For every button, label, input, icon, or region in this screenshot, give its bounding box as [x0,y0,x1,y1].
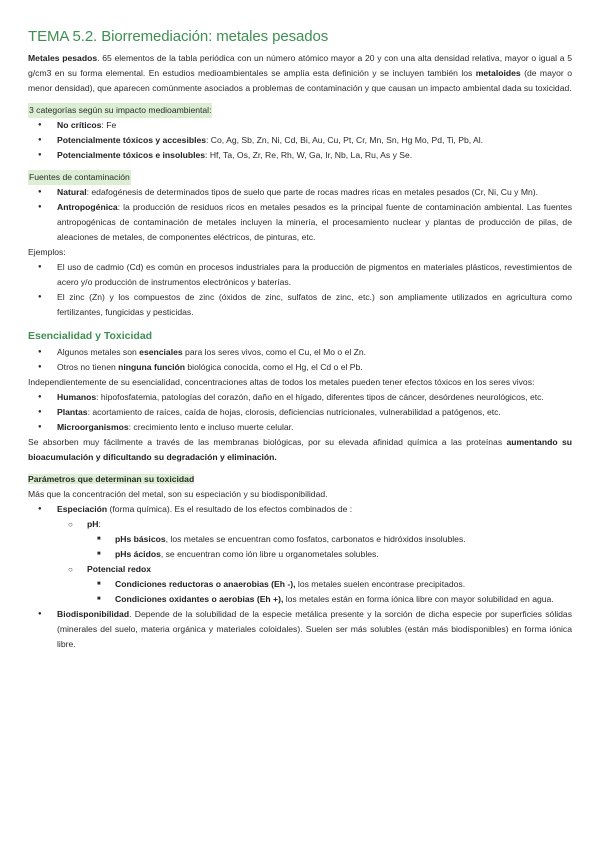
list-item: ■ Condiciones reductoras o anaerobias (Eh -), los metales suelen encontrase precipitados. [115,577,572,592]
list-item: ● Especiación (forma química). Es el resultado de los efectos combinados de : ○ pH: ■ pHs básicos, los metales se encuentran como fosfatos, carbonatos e hidróxidos insolubles. ■ pHs ácidos, se encuentran como ión libre u organometales solubles. ○ Potencial redox ■ Condiciones reductoras o anaerobias (Eh -), los metales suelen encontrase precipitados. ■ Condiciones oxidantes o aerobias (Eh +), los metales están en forma iónica libre con mayor solubilidad en agua. [57,502,572,607]
essentiality-list [28,345,572,375]
list-item: ● Plantas: acortamiento de raíces, caída de hojas, clorosis, deficiencias nutricionales, vulnerabilidad a patógenos, etc. [57,405,572,420]
list-item: ● El zinc (Zn) y los compuestos de zinc (óxidos de zinc, sulfatos de zinc, etc.) son ampliamente utilizados en agricultura como fertilizantes, fungicidas y pesticidas. [57,290,572,320]
list-item: ● Potencialmente tóxicos e insolubles: Hf, Ta, Os, Zr, Re, Rh, W, Ga, Ir, Nb, La, Ru, As y Se. [57,148,572,163]
speciation-sublist [57,517,572,607]
list-item: ■ Condiciones oxidantes o aerobias (Eh +), los metales están en forma iónica libre con mayor solubilidad en agua. [115,592,572,607]
params-title: Parámetros que determinan su toxicidad [28,474,195,484]
sources-list [28,185,572,245]
list-item: ■ pHs básicos, los metales se encuentran como fosfatos, carbonatos e hidróxidos insolubles. [115,532,572,547]
list-item: ● El uso de cadmio (Cd) es común en procesos industriales para la producción de pigmentos en materiales plásticos, revestimientos de acero y/o producción de instrumentos electrónicos y baterías. [57,260,572,290]
redox-sublist [87,577,572,607]
intro-paragraph: Metales pesados. 65 elementos de la tabla periódica con un número atómico mayor a 20 y con una alta densidad relativa, mayor o igual a 5 g/cm3 en su forma elemental. En estudios medioambientales se amplía esta definición y se incluyen también los metaloides (de mayor o menor densidad), que aparecen comúnmente asociados a problemas de contaminación y que causan un impacto ambiental dada su toxicidad. [28,53,572,93]
params-intro: Más que la concentración del metal, son su especiación y su biodisponibilidad. [28,489,328,499]
list-item: ● Algunos metales son esenciales para los seres vivos, como el Cu, el Mo o el Zn. [57,345,572,360]
params-list [28,502,572,652]
list-item: ○ pH: ■ pHs básicos, los metales se encuentran como fosfatos, carbonatos e hidróxidos insolubles. ■ pHs ácidos, se encuentran como ión libre u organometales solubles. [87,517,572,562]
list-item: ● Antropogénica: la producción de residuos ricos en metales pesados es la principal fuente de contaminación ambiental. Las fuentes antropogénicas de contaminación de metales incluyen la minería, el procesamiento nuclear y plantas de producción de pilas, de aleaciones de metales, de componentes eléctricos, de pinturas, etc. [57,200,572,245]
ph-sublist [87,532,572,562]
list-item: ○ Potencial redox ■ Condiciones reductoras o anaerobias (Eh -), los metales suelen encontrase precipitados. ■ Condiciones oxidantes o aerobias (Eh +), los metales están en forma iónica libre con mayor solubilidad en agua. [87,562,572,607]
sources-label: Fuentes de contaminación [28,170,572,185]
essentiality-title: Esencialidad y Toxicidad [28,330,153,342]
list-item: ● Biodisponibilidad. Depende de la solubilidad de la especie metálica presente y la sorción de dicha especie por superficies sólidas (minerales del suelo, materia orgánica y materiales coloidales). Suelen ser más solubles (están más biodisponibles) en forma iónica libre. [57,607,572,652]
page-title: TEMA 5.2. Biorremediación: metales pesados [28,28,329,45]
examples-label: Ejemplos: [28,247,66,257]
list-item: ● No críticos: Fe [57,118,572,133]
categories-label: 3 categorías según su impacto medioambiental: [28,103,572,118]
examples-list [28,260,572,320]
document-page [28,28,572,652]
list-item: ● Potencialmente tóxicos y accesibles: Co, Ag, Sb, Zn, Ni, Cd, Bi, Au, Cu, Pt, Cr, Mn, Sn, Hg Mo, Pd, Ti, Pb, Al. [57,133,572,148]
list-item: ● Microorganismos: crecimiento lento e incluso muerte celular. [57,420,572,435]
toxicity-paragraph: Independientemente de su esencialidad, concentraciones altas de todos los metales pueden tener efectos tóxicos en los seres vivos: [28,377,535,387]
categories-list [28,118,572,163]
list-item: ● Otros no tienen ninguna función biológica conocida, como el Hg, el Cd o el Pb. [57,360,572,375]
list-item: ● Humanos: hipofosfatemia, patologías del corazón, daño en el hígado, diferentes tipos de cáncer, desórdenes neurológicos, etc. [57,390,572,405]
list-item: ■ pHs ácidos, se encuentran como ión libre u organometales solubles. [115,547,572,562]
absorption-paragraph: Se absorben muy fácilmente a través de las membranas biológicas, por su elevada afinidad química a las proteínas aumentando su bioacumulación y dificultando su degradación y eliminación. [28,437,572,462]
list-item: ● Natural: edafogénesis de determinados tipos de suelo que parte de rocas madres ricas en metales pesados (Cr, Ni, Cu y Mn). [57,185,572,200]
intro-term: Metales pesados [28,53,98,63]
effects-list [28,390,572,435]
